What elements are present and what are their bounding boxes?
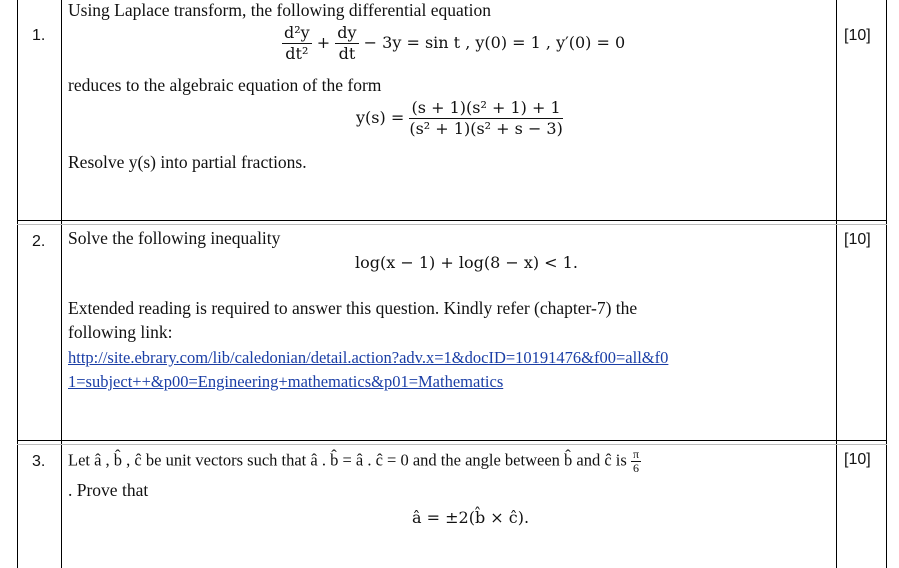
statement-continuation: . Prove that [68, 480, 149, 500]
question-marks: [10] [844, 231, 871, 248]
angle-fraction [631, 448, 641, 475]
fraction-denominator: dt [338, 44, 356, 63]
ys-equation [356, 98, 563, 139]
table-border-right [886, 0, 887, 568]
row-divider-1-shadow [17, 224, 887, 225]
inequality: log(x − 1) + log(8 − x) < 1. [355, 253, 578, 272]
question-intro: Solve the following inequality [68, 228, 281, 248]
fraction-numerator: d²y [284, 23, 310, 42]
ys-lhs: y(s) = [356, 108, 405, 127]
question-middle-text: reduces to the algebraic equation of the form [68, 75, 382, 95]
reference-link-line-2[interactable]: 1=subject++&p00=Engineering+mathematics&p01=Mathematics [68, 372, 504, 391]
question-statement [68, 448, 641, 475]
question-number: 1. [32, 27, 46, 44]
column-divider-marks [836, 0, 837, 568]
plus-sign: + [316, 33, 331, 52]
question-marks: [10] [844, 27, 871, 44]
reading-text-line-1: Extended reading is required to answer this question. Kindly refer (chapter-7) the [68, 298, 638, 318]
differential-equation [282, 23, 625, 64]
ys-numerator: (s + 1)(s² + 1) + 1 [409, 98, 563, 119]
question-intro: Using Laplace transform, the following differential equation [68, 0, 491, 20]
equation-rest: − 3y = sin t , y(0) = 1 , y′(0) = 0 [363, 33, 626, 52]
question-marks: [10] [844, 451, 871, 468]
reading-text-line-2: following link: [68, 322, 173, 342]
angle-numerator: π [632, 447, 639, 461]
question-instruction: Resolve y(s) into partial fractions. [68, 152, 307, 172]
angle-denominator: 6 [632, 461, 639, 475]
fraction-d2y-dt2 [282, 23, 312, 64]
row-divider-2-shadow [17, 444, 887, 445]
statement-text: Let â , b̂ , ĉ be unit vectors such that â . b̂ = â . ĉ = 0 and the angle between b̂ and ĉ is [68, 450, 627, 470]
table-border-left [17, 0, 18, 568]
reference-link-line-1[interactable]: http://site.ebrary.com/lib/caledonian/detail.action?adv.x=1&docID=10191476&f00=all&f0 [68, 348, 669, 367]
row-divider-2 [17, 440, 887, 441]
fraction-dy-dt [335, 23, 358, 64]
fraction-numerator: dy [337, 23, 357, 42]
ys-fraction [409, 98, 563, 139]
question-number: 3. [32, 453, 46, 470]
fraction-denominator: dt² [285, 44, 309, 63]
column-divider-number [61, 0, 62, 568]
row-divider-1 [17, 220, 887, 221]
ys-denominator: (s² + 1)(s² + s − 3) [409, 119, 563, 138]
vector-result: â = ±2(b̂ × ĉ). [412, 508, 530, 527]
question-number: 2. [32, 233, 46, 250]
